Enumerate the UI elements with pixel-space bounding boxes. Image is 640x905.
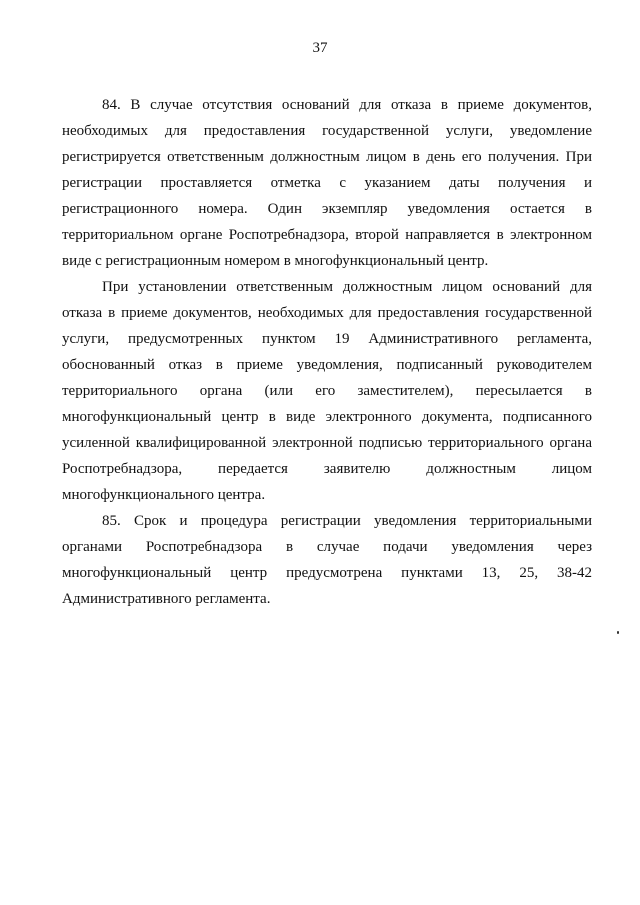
page-number: 37	[312, 40, 328, 56]
paragraph-84: 84. В случае отсутствия оснований для отказа в приеме документов, необходимых для предоставления государственной услуги, уведомление регистрируется ответственным должностным лицом в день его получения. При регистрации проставляется отметка с указанием даты получения и регистрационного номера. Один экземпляр уведомления остается в территориальном органе Роспотребнадзора, второй направляется в электронном виде с регистрационным номером в многофункциональный центр.	[62, 97, 592, 269]
paragraph-85: 85. Срок и процедура регистрации уведомления территориальными органами Роспотребнадзора в случае подачи уведомления через многофункциональный центр предусмотрена пунктами 13, 25, 38-42 Административного регламента.	[62, 513, 592, 607]
scan-speck	[617, 631, 619, 634]
paragraph-refusal: При установлении ответственным должностным лицом оснований для отказа в приеме документов, необходимых для предоставления государственной услуги, предусмотренных пунктом 19 Административного регламента, обоснованный отказ в приеме уведомления, подписанный руководителем территориального органа (или его заместителем), пересылается в многофункциональный центр в виде электронного документа, подписанного усиленной квалифицированной электронной подписью территориального органа Роспотребнадзора, передается заявителю должностным лицом многофункционального центра.	[62, 279, 592, 503]
document-body	[62, 92, 592, 612]
